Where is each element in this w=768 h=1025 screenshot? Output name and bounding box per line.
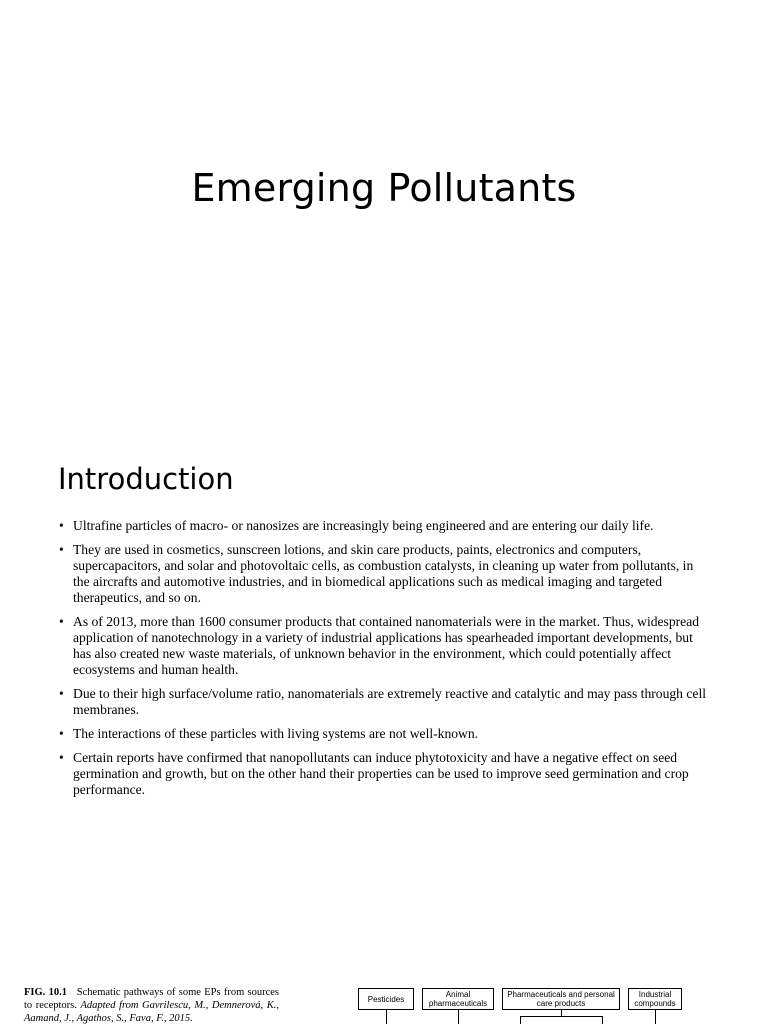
connector [520,1016,602,1017]
bullet-item: • Ultrafine particles of macro- or nanosizes are increasingly being engineered and are entering our daily life. [58,518,708,534]
box-pharmaceuticals-personal-care: Pharmaceuticals and personal care products [502,988,620,1010]
connector [386,1010,387,1024]
bullet-item: • Certain reports have confirmed that nanopollutants can induce phytotoxicity and have a negative effect on seed germination and growth, but on the other hand their properties can be used to improve seed germination and crop performance. [58,750,708,798]
title-slide [0,0,768,432]
bullet-item: • Due to their high surface/volume ratio, nanomaterials are extremely reactive and catalytic and may pass through cell membranes. [58,686,708,718]
figure-label: FIG. 10.1 [24,987,67,998]
connector [655,1010,656,1024]
section-heading: Introduction [58,462,234,496]
box-pesticides: Pesticides [358,988,414,1010]
figure-caption-text: Schematic pathways of some EPs from sources to receptors. [24,987,280,1011]
bullet-item: • The interactions of these particles with living systems are not well-known. [58,726,708,742]
bullet-item: • As of 2013, more than 1600 consumer products that contained nanomaterials were in the market. Thus, widespread application of nanotechnology in a variety of industrial applications has spearheaded important developments, but has also created new waste materials, of unknown behavior in the environment, which could potentially affect ecosystems and human health. [58,614,708,678]
bullet-list [58,518,708,806]
figure-caption [24,986,279,1025]
connector [602,1016,603,1024]
bullet-item: • They are used in cosmetics, sunscreen lotions, and skin care products, paints, electronics and computers, supercapacitors, and solar and photovoltaic cells, as combustion catalysts, in cleaning up water from pollutants, in the aircrafts and automotive industries, and in biomedical applications such as medical imaging and targeted therapeutics, and so on. [58,542,708,606]
figure-citation: Adapted from Gavrilescu, M., Demnerová, K., Aamand, J., Agathos, S., Fava, F., 2015. [24,1000,279,1024]
box-industrial-compounds: Industrial compounds [628,988,682,1010]
box-animal-pharmaceuticals: Animal pharmaceuticals [422,988,494,1010]
connector [520,1016,521,1024]
connector [458,1010,459,1024]
introduction-slide [0,432,768,1024]
slide-title: Emerging Pollutants [191,166,577,210]
